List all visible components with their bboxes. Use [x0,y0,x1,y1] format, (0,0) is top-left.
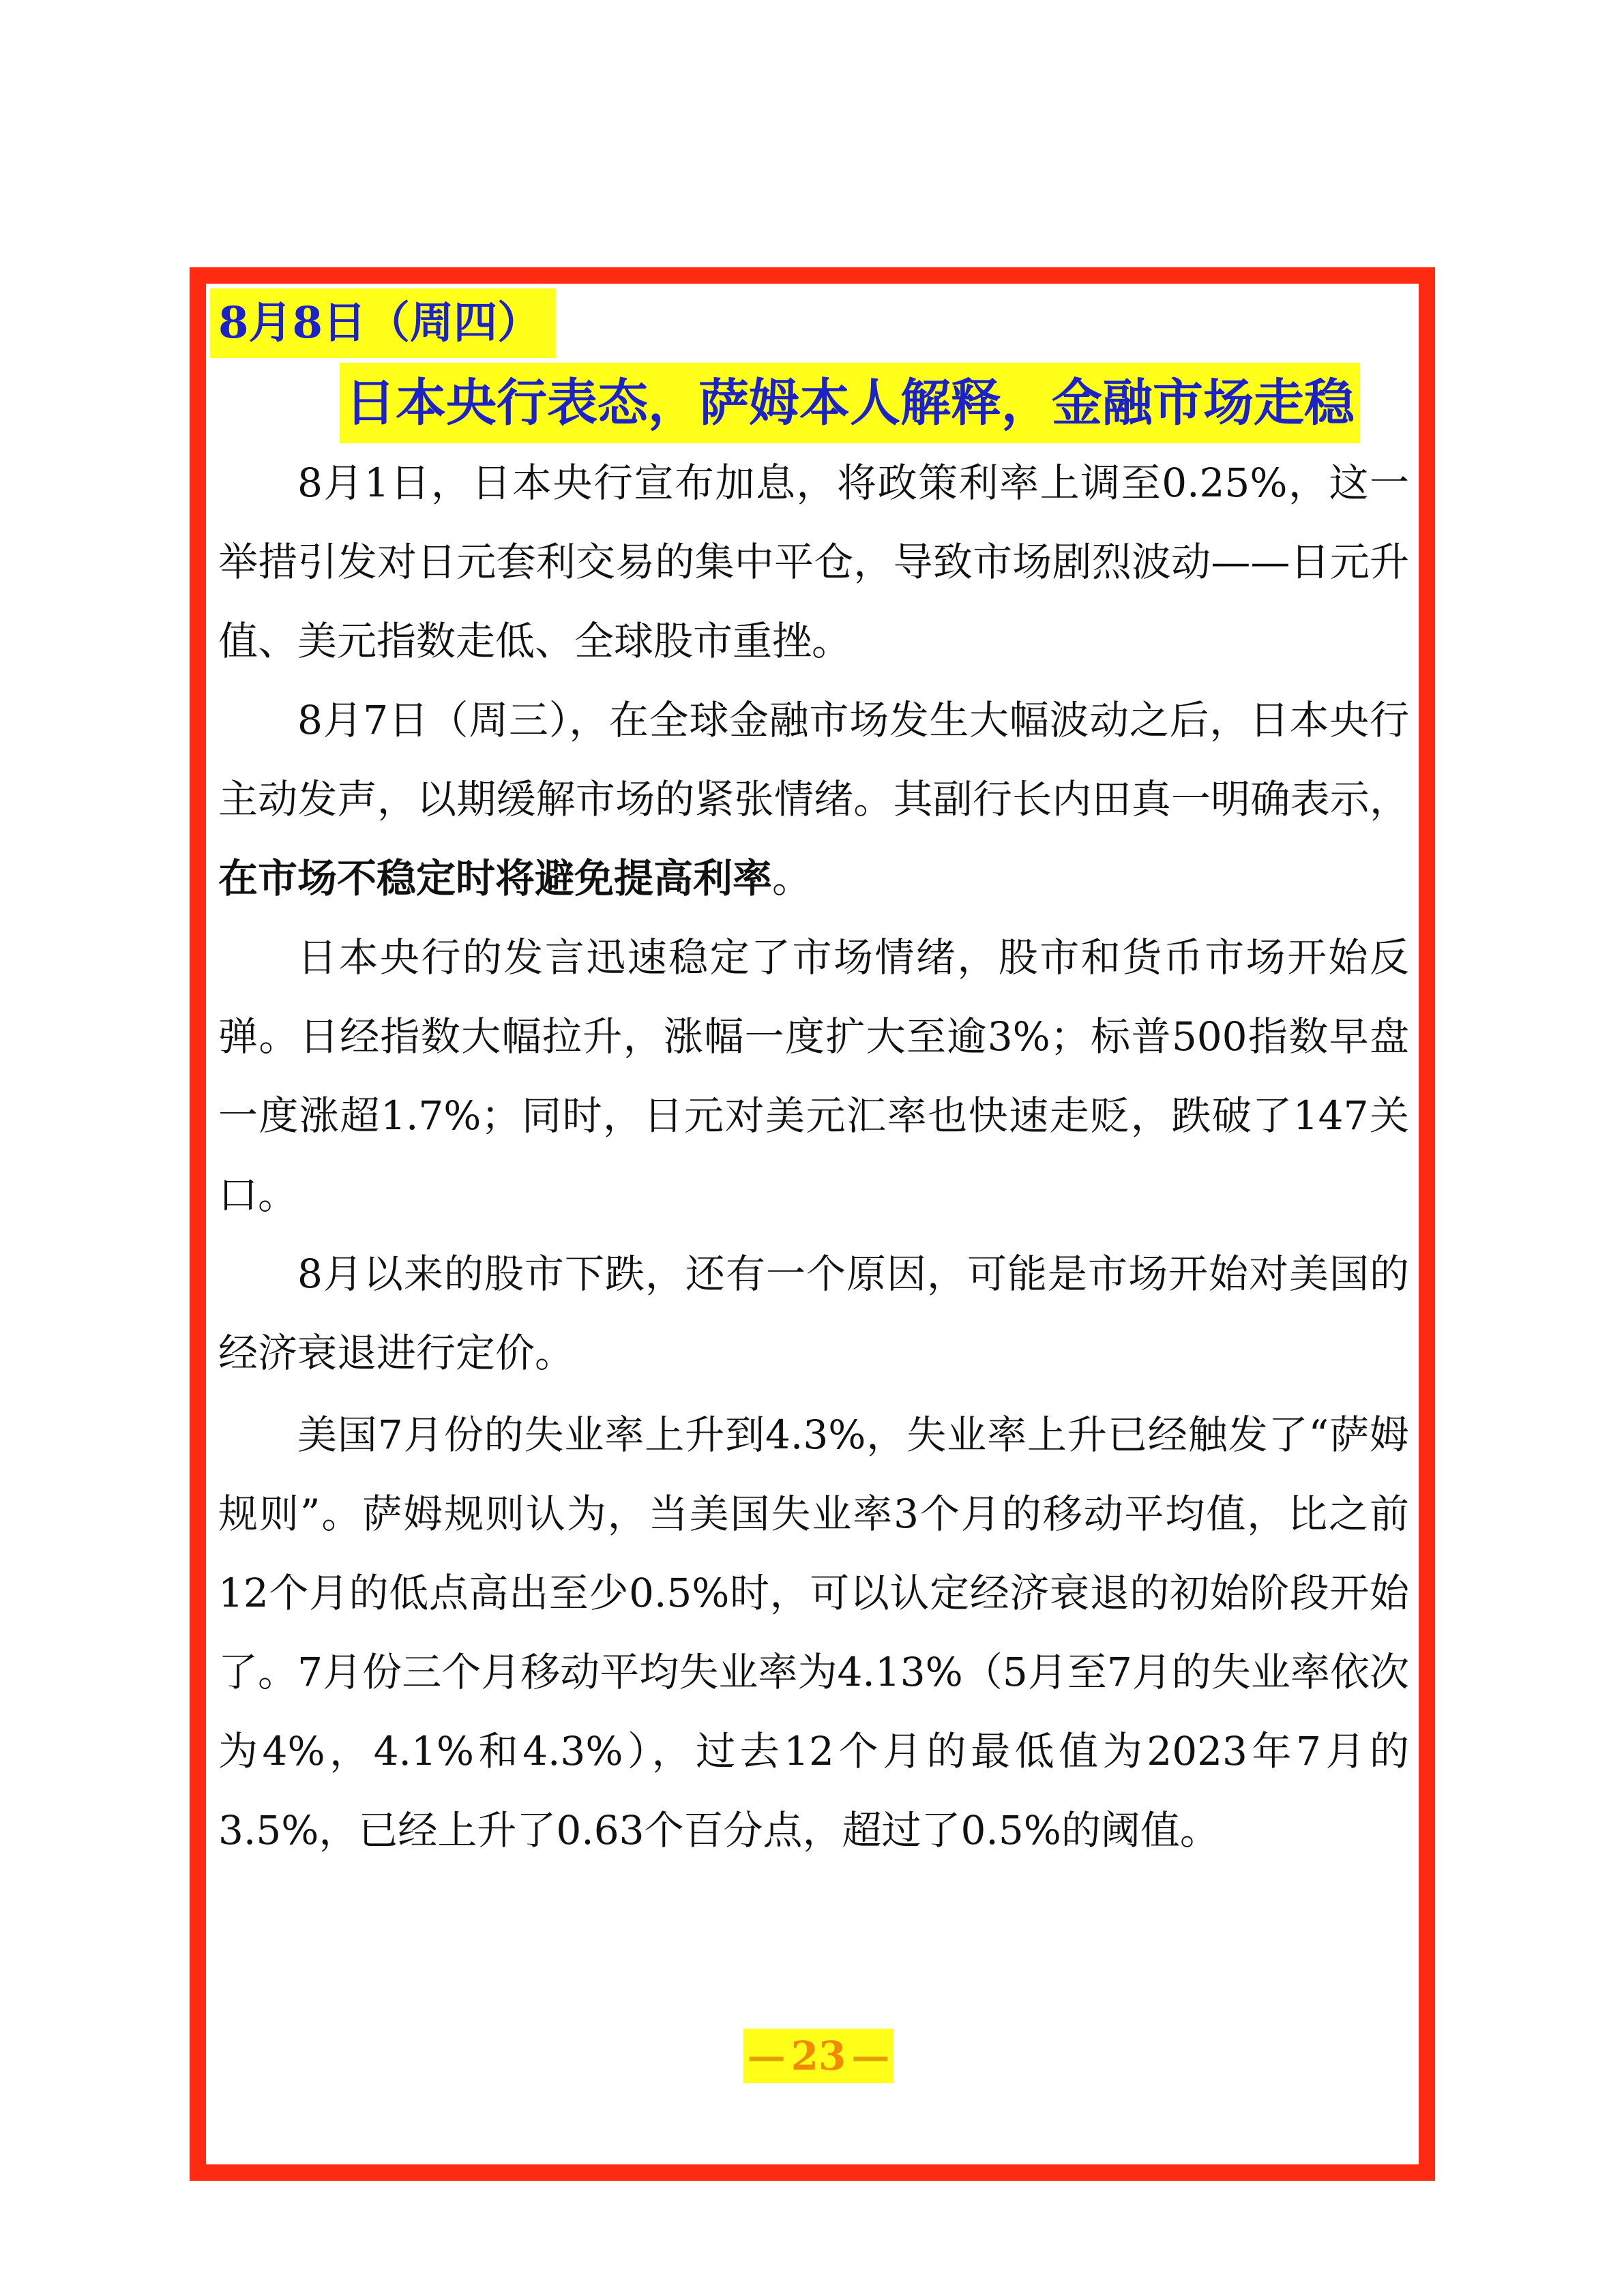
paragraph-5: 美国7月份的失业率上升到4.3%，失业率上升已经触发了“萨姆规则”。萨姆规则认为，当美国失业率3个月的移动平均值，比之前12个月的低点高出至少0.5%时，可以认定经济衰退的初始阶段开始了。7月份三个月移动平均失业率为4.13%（5月至7月的失业率依次为4%，4.1%和4.3%），过去12个月的最低值为2023年7月的3.5%，已经上升了0.63个百分点，超过了0.5%的阈值。 [218,1412,1409,1853]
paragraph-2-bold: 在市场不稳定时将避免提高利率 [218,855,773,901]
page-dash-left: — [747,2033,786,2078]
paragraph-2-end: 。 [772,855,812,901]
article-body [218,443,1409,1870]
paragraph-4: 8月以来的股市下跌，还有一个原因，可能是市场开始对美国的经济衰退进行定价。 [218,1251,1409,1376]
page-dash-right: — [851,2033,890,2078]
page-number-badge [743,2029,894,2083]
page-number: 23 [791,2033,846,2079]
paragraph-2 [218,681,1409,918]
paragraph-1: 8月1日，日本央行宣布加息，将政策利率上调至0.25%，这一举措引发对日元套利交易的集中平仓，导致市场剧烈波动——日元升值、美元指数走低、全球股市重挫。 [218,460,1409,664]
headline: 日本央行表态，萨姆本人解释，金融市场走稳 [340,363,1360,443]
date-label: 8月8日（周四） [210,288,556,358]
paragraph-3: 日本央行的发言迅速稳定了市场情绪，股市和货币市场开始反弹。日经指数大幅拉升，涨幅一度扩大至逾3%；标普500指数早盘一度涨超1.7%；同时，日元对美元汇率也快速走贬，跌破了147关口。 [218,934,1409,1218]
paragraph-2-text: 8月7日（周三），在全球金融市场发生大幅波动之后，日本央行主动发声，以期缓解市场的紧张情绪。其副行长内田真一明确表示， [218,697,1409,822]
